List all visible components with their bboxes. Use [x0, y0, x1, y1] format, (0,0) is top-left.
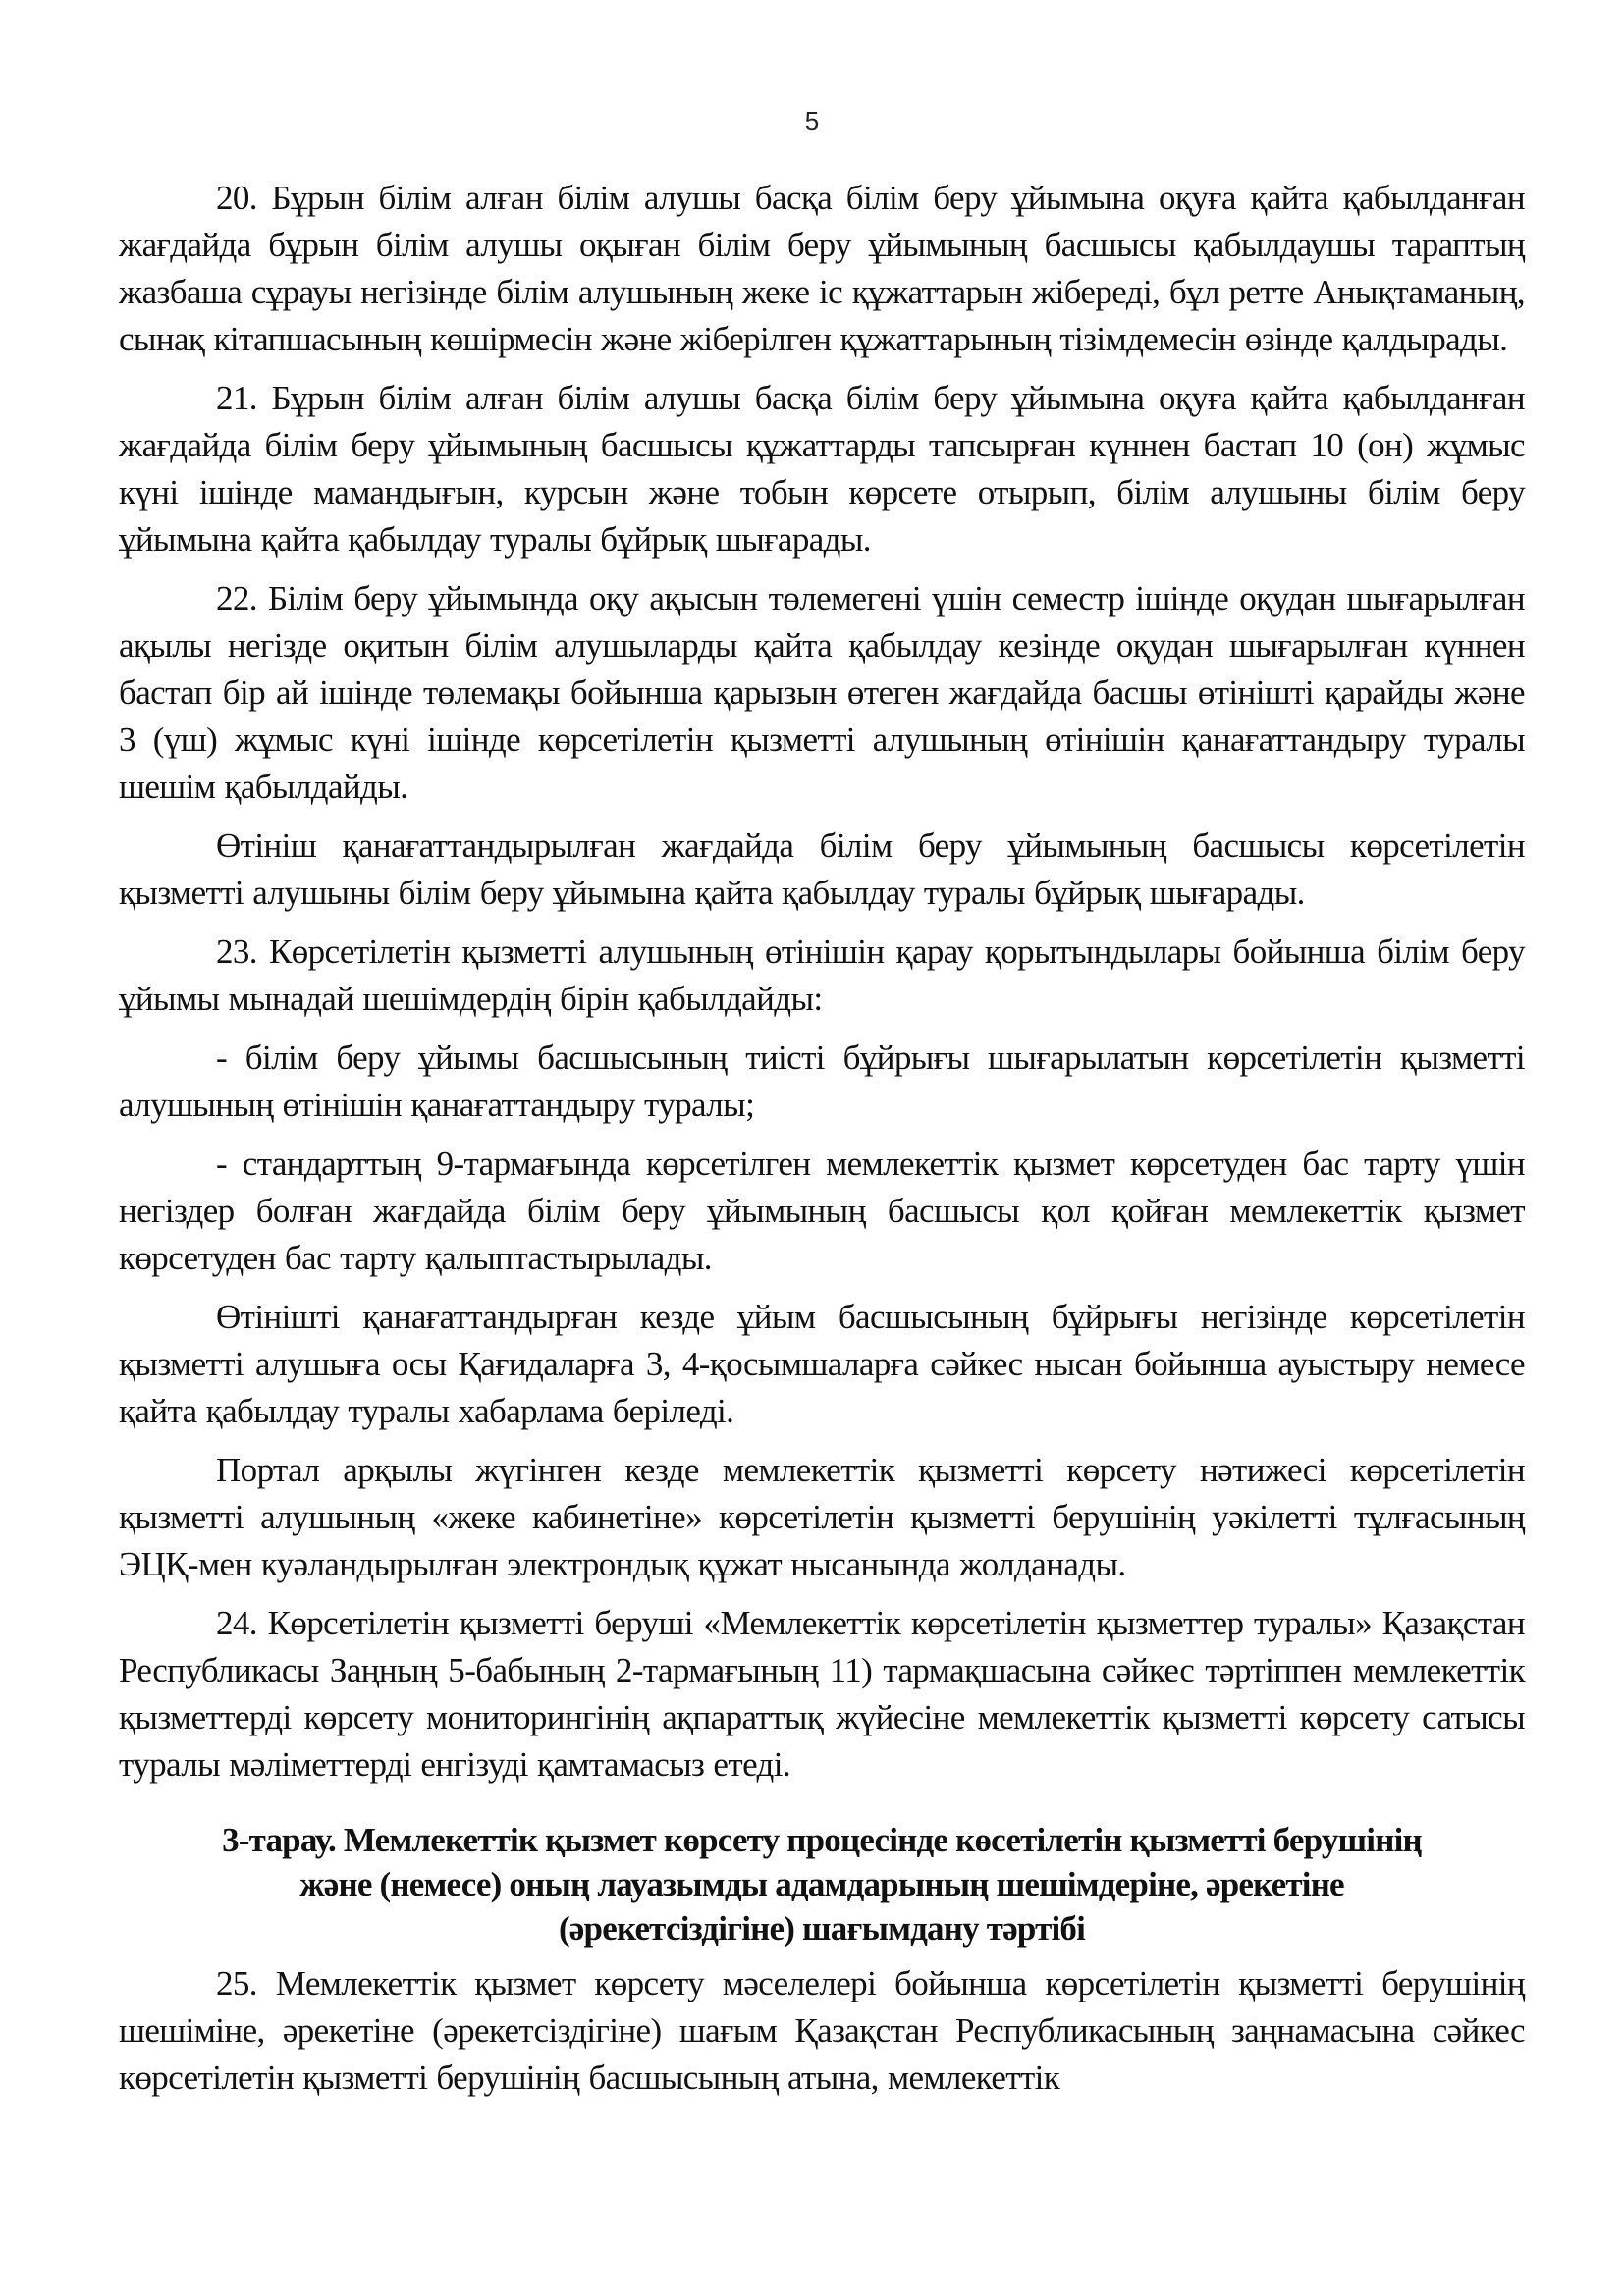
paragraph-23-notification: Өтінішті қанағаттандырған кезде ұйым басшысының бұйрығы негізінде көрсетілетін қызметті алушыға осы Қағидаларға 3, 4-қосымшаларға сәйкес нысан бойынша ауыстыру немесе қайта қабылдау туралы хабарлама беріледі. [119, 1298, 1525, 1430]
page-number: 5 [804, 106, 820, 135]
paragraph-25: 25. Мемлекеттік қызмет көрсету мәселелері бойынша көрсетілетін қызметті берушінің шешіміне, әрекетіне (әрекетсіздігіне) шағым Қазақстан Республикасының заңнамасына сәйкес көрсетілетін қызметті берушінің басшысының атына, мемлекеттік [119, 1964, 1525, 2097]
paragraph-23: 23. Көрсетілетін қызметті алушының өтінішін қарау қорытындылары бойынша білім беру ұйымы мынадай шешімдердің бірін қабылдайды: [119, 933, 1525, 1018]
heading-line-1: 3-тарау. Мемлекеттік қызмет көрсету процесінде көсетілетін қызметті берушінің [222, 1821, 1422, 1859]
document-body [119, 175, 1525, 2113]
heading-line-3: (әрекетсіздігіне) шағымдану тәртібі [558, 1909, 1086, 1948]
paragraph-21: 21. Бұрын білім алған білім алушы басқа білім беру ұйымына оқуға қайта қабылданған жағдайда білім беру ұйымының басшысы құжаттарды тапсырған күннен бастап 10 (он) жұмыс күні ішінде мамандығын, курсын және тобын көрсете отырып, білім алушыны білім беру ұйымына қайта қабылдау туралы бұйрық шығарады. [119, 379, 1525, 559]
chapter-3-heading [119, 1818, 1525, 1950]
paragraph-23-portal: Портал арқылы жүгінген кезде мемлекеттік қызметті көрсету нәтижесі көрсетілетін қызметті алушының «жеке кабинетіне» көрсетілетін қызметті берушінің уәкілетті тұлғасының ЭЦҚ-мен куәландырылған электрондық құжат нысанында жолданады. [119, 1451, 1525, 1583]
paragraph-24: 24. Көрсетілетін қызметті беруші «Мемлекеттік көрсетілетін қызметтер туралы» Қазақстан Республикасы Заңның 5-бабының 2-тармағының 11) тармақшасына сәйкес тәртіппен мемлекеттік қызметтерді көрсету мониторингінің ақпараттық жүйесіне мемлекеттік қызметті көрсету сатысы туралы мәліметтерді енгізуді қамтамасыз етеді. [119, 1604, 1525, 1784]
paragraph-22: 22. Білім беру ұйымында оқу ақысын төлемегені үшін семестр ішінде оқудан шығарылған ақылы негізде оқитын білім алушыларды қайта қабылдау кезінде оқудан шығарылған күннен бастап бір ай ішінде төлемақы бойынша қарызын өтеген жағдайда басшы өтінішті қарайды және 3 (үш) жұмыс күні ішінде көрсетілетін қызметті алушының өтінішін қанағаттандыру туралы шешім қабылдайды. [119, 579, 1525, 806]
heading-line-2: және (немесе) оның лауазымды адамдарының шешімдеріне, әрекетіне [299, 1865, 1344, 1903]
paragraph-23-item-2: - стандарттың 9-тармағында көрсетілген мемлекеттік қызмет көрсетуден бас тарту үшін негіздер болған жағдайда білім беру ұйымының басшысы қол қойған мемлекеттік қызмет көрсетуден бас тарту қалыптастырылады. [119, 1145, 1525, 1277]
paragraph-20: 20. Бұрын білім алған білім алушы басқа білім беру ұйымына оқуға қайта қабылданған жағдайда бұрын білім алушы оқыған білім беру ұйымының басшысы қабылдаушы тараптың жазбаша сұрауы негізінде білім алушының жеке іс құжаттарын жібереді, бұл ретте Анықтаманың, сынақ кітапшасының көшірмесін және жіберілген құжаттарының тізімдемесін өзінде қалдырады. [119, 179, 1525, 358]
paragraph-23-item-1: - білім беру ұйымы басшысының тиісті бұйрығы шығарылатын көрсетілетін қызметті алушының өтінішін қанағаттандыру туралы; [119, 1039, 1525, 1124]
paragraph-22-continuation: Өтініш қанағаттандырылған жағдайда білім беру ұйымының басшысы көрсетілетін қызметті алушыны білім беру ұйымына қайта қабылдау туралы бұйрық шығарады. [119, 827, 1525, 912]
